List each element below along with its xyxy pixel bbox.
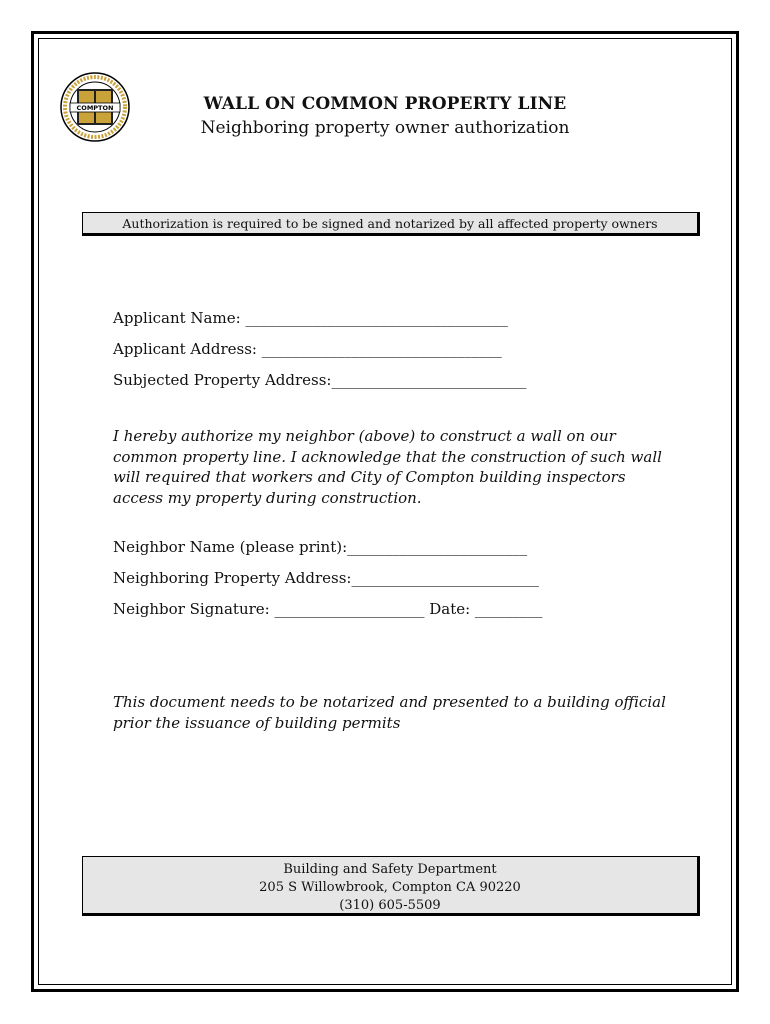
form-title: WALL ON COMMON PROPERTY LINE	[203, 94, 567, 114]
applicant-name-field[interactable]: Applicant Name: ___________________________________	[113, 309, 508, 327]
neighbor-address-field[interactable]: Neighboring Property Address:_________________________	[113, 569, 539, 587]
neighbor-signature-field[interactable]: Neighbor Signature: ____________________ Date: _________	[113, 600, 543, 618]
notice-box	[82, 212, 700, 236]
department-info-box	[82, 856, 700, 916]
department-address: 205 S Willowbrook, Compton CA 90220	[259, 880, 521, 895]
subject-property-field[interactable]: Subjected Property Address:__________________________	[113, 371, 527, 389]
authorization-statement: I hereby authorize my neighbor (above) to construct a wall on our common property line. I acknowledge that the construction of such wall will required that workers and City of Compton building inspectors access my property during construction.	[113, 427, 662, 507]
applicant-address-field[interactable]: Applicant Address: ________________________________	[113, 340, 502, 358]
seal-text: COMPTON	[76, 104, 114, 112]
form-subtitle: Neighboring property owner authorization	[200, 118, 570, 138]
notice-text: Authorization is required to be signed and notarized by all affected property owners	[122, 216, 658, 231]
page-border-inner	[38, 38, 732, 985]
department-phone: (310) 605-5509	[339, 898, 441, 913]
department-name: Building and Safety Department	[283, 862, 497, 877]
notarize-notice: This document needs to be notarized and presented to a building official prior the issuance of building permits	[113, 693, 666, 732]
neighbor-name-field[interactable]: Neighbor Name (please print):________________________	[113, 538, 528, 556]
